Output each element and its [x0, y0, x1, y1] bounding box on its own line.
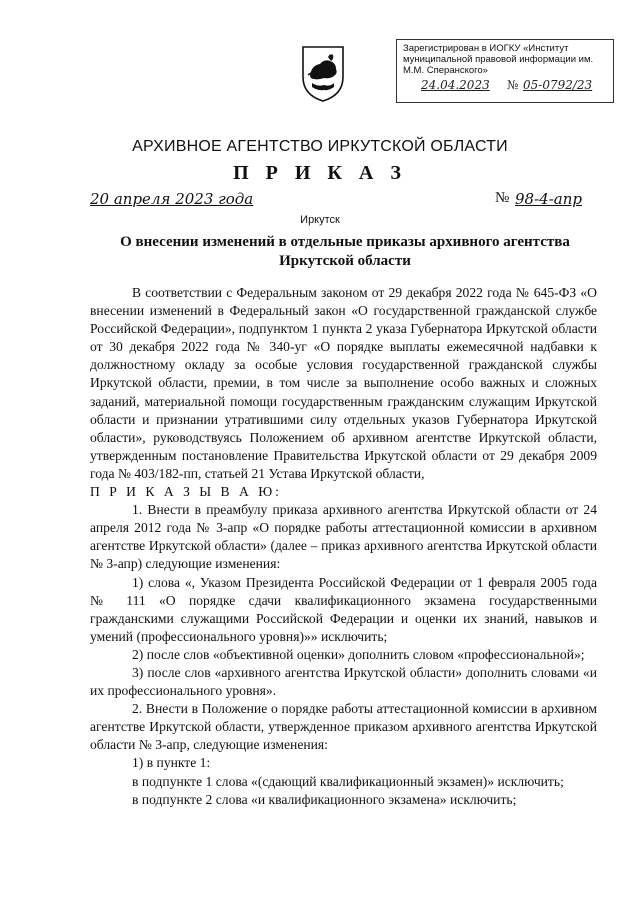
body-paragraph: В соответствии с Федеральным законом от 29 декабря 2022 года № 645-ФЗ «О внесении изменений в Федеральный закон «О государственной гражданской службе Российской Федерации», подпунктом 1 пункта 2 указа Губернатора Иркутской области от 30 декабря 2022 года № 340-уг «О порядке выплаты ежемесячной надбавки к должностному окладу за особые условия государственной гражданской службы Иркутской области, премии, в том числе за выполнение особо важных и сложных заданий, материальной помощи государственным гражданским служащим Иркутской области и признании утратившими силу отдельных указов Губернатора Иркутской области», руководствуясь Положением об архивном агентстве Иркутской области, утвержденным постановление Правительства Иркутской области от 29 декабря 2009 года № 403/182-пп, статьей 21 Устава Иркутской области,: [90, 285, 597, 481]
document-body: [90, 284, 597, 809]
document-heading: О внесении изменений в отдельные приказы архивного агентства Иркутской области: [120, 234, 570, 269]
stamp-line: Зарегистрирован в ИОГКУ «Институт: [403, 43, 569, 54]
body-paragraph: 2) после слов «объективной оценки» дополнить словом «профессиональной»;: [132, 646, 585, 662]
order-directive: П Р И К А З Ы В А Ю:: [90, 484, 282, 500]
handwritten-order-number: 98-4-апр: [515, 190, 582, 208]
body-paragraph: 1. Внести в преамбулу приказа архивного агентства Иркутской области от 24 апреля 2012 года № 3-апр «О порядке работы аттестационной комиссии в архивном агентстве Иркутской области» (далее – приказ архивного агентства Иркутской области № 3-апр) следующие изменения:: [90, 502, 597, 572]
stamp-line: М.М. Сперанского»: [403, 65, 488, 76]
order-number-sign: №: [495, 190, 510, 206]
registration-stamp: [396, 39, 614, 103]
irkutsk-coat-of-arms-emblem: [300, 45, 346, 103]
body-paragraph: в подпункте 1 слова «(сдающий квалификационный экзамен)» исключить;: [132, 773, 564, 789]
body-paragraph: в подпункте 2 слова «и квалификационного экзамена» исключить;: [132, 791, 517, 807]
city-name: Иркутск: [300, 214, 340, 226]
document-type-title: П Р И К А З: [233, 162, 407, 184]
body-paragraph: 1) слова «, Указом Президента Российской Федерации от 1 февраля 2005 года № 111 «О порядке сдачи квалификационного экзамена государственными гражданскими служащими Российской Федерации и оценки их знаний, навыков и умений (профессионального уровня)»» исключить;: [90, 574, 597, 644]
stamp-registration-number: 05-0792/23: [523, 78, 593, 92]
stamp-registration-date: 24.04.2023: [421, 78, 490, 92]
agency-name: АРХИВНОЕ АГЕНТСТВО ИРКУТСКОЙ ОБЛАСТИ: [132, 138, 508, 155]
stamp-number-sign: №: [507, 78, 519, 92]
body-paragraph: 3) после слов «архивного агентства Иркутской области» дополнить словами «и их профессионального уровня».: [90, 664, 597, 699]
body-paragraph: 1) в пункте 1:: [132, 755, 211, 771]
body-paragraph: 2. Внести в Положение о порядке работы аттестационной комиссии в архивном агентстве Иркутской области, утвержденное приказом архивного агентства Иркутской области № 3-апр, следующие изменения:: [90, 701, 597, 753]
handwritten-date: 20 апреля 2023 года: [90, 190, 254, 208]
stamp-line: муниципальной правовой информации им.: [403, 54, 594, 65]
